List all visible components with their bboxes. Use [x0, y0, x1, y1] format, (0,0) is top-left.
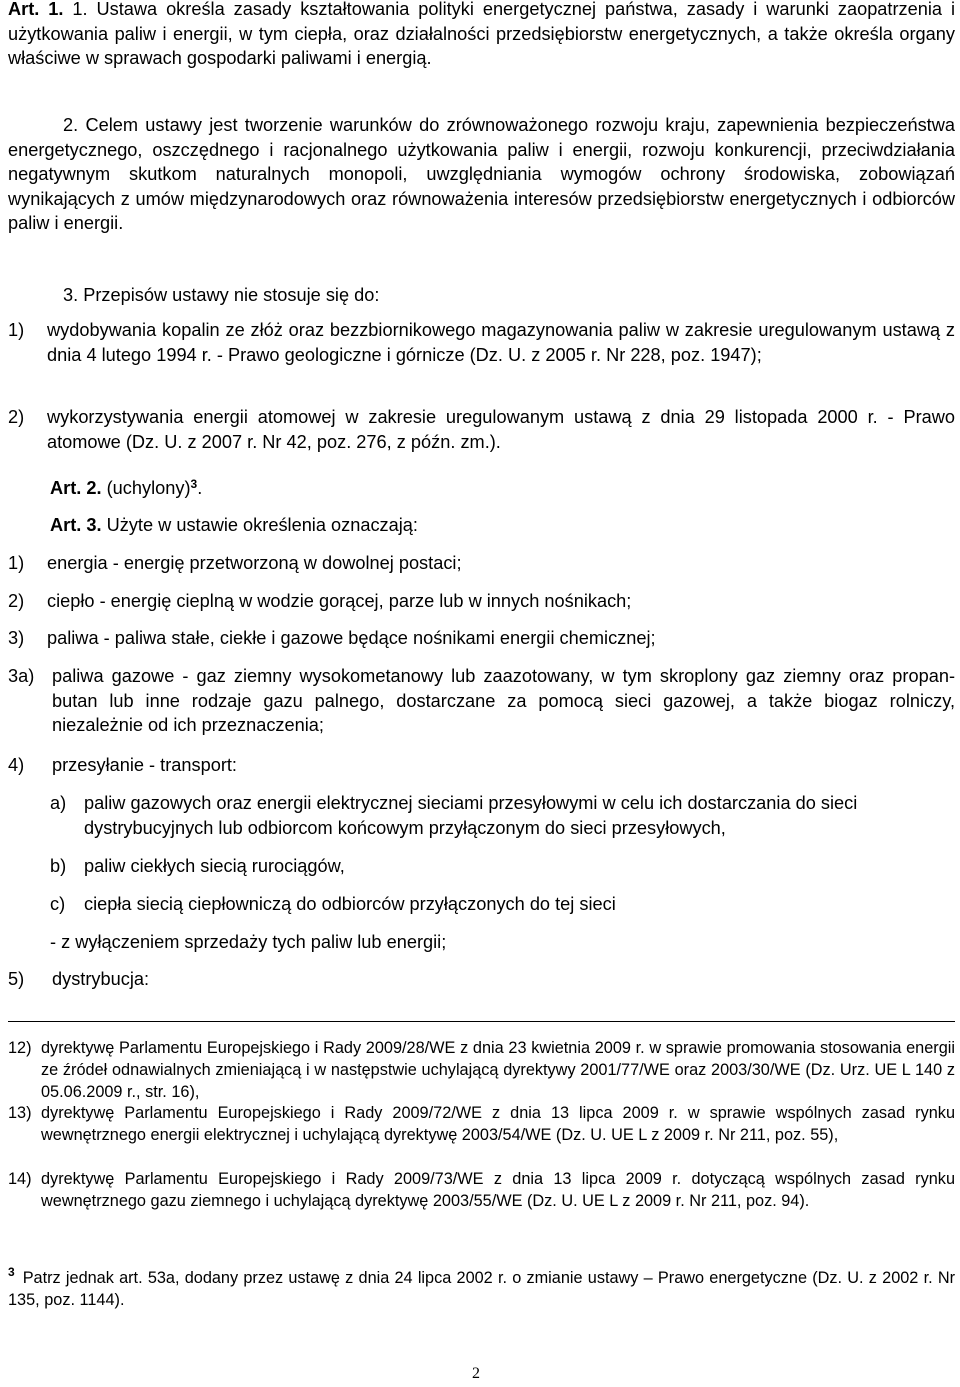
definition-number: 4): [8, 755, 25, 775]
subitem-letter: c): [50, 894, 66, 914]
footnote-ref-3[interactable]: 3: [190, 477, 198, 491]
transport-subitem: [50, 892, 955, 917]
footnote-3-text: Patrz jednak art. 53a, dodany przez ustawę z dnia 24 lipca 2002 r. o zmianie ustawy – Prawo energetyczne (Dz. U. z 2002 r. Nr 135, poz. 1144).: [8, 1269, 955, 1309]
footnote-number: 12): [8, 1039, 32, 1057]
footnote-text: dyrektywę Parlamentu Europejskiego i Rady 2009/73/WE z dnia 13 lipca 2009 r. dotyczącą wspólnych zasad rynku wewnętrznego gazu ziemnego i uchylającą dyrektywę 2003/55/WE (Dz. U. UE L z 2009 r. Nr 211, poz. 94).: [41, 1170, 955, 1210]
subitem-letter: a): [50, 793, 67, 813]
art1-label: Art. 1.: [8, 0, 64, 19]
art2-label: Art. 2.: [50, 478, 102, 498]
definition-number: 3): [8, 628, 25, 648]
footnote-divider: [8, 1021, 955, 1022]
exclusion-text: wykorzystywania energii atomowej w zakresie uregulowanym ustawą z dnia 29 listopada 2000 r. - Prawo atomowe (Dz. U. z 2007 r. Nr 42, poz. 276, z późn. zm.).: [47, 407, 955, 452]
footnote-3: [8, 1267, 955, 1311]
definition-text: ciepło - energię cieplną w wodzie gorącej, parze lub w innych nośnikach;: [47, 591, 632, 611]
subitem-text: paliw ciekłych siecią rurociągów,: [84, 856, 345, 876]
definition-text: paliwa gazowe - gaz ziemny wysokometanowy lub zaazotowany, w tym skroplony gaz ziemny oraz propan-butan lub inne rodzaje gazu palnego, dostarczane za pomocą sieci gazowej, a także biogaz rolniczy, niezależnie od ich przeznaczenia;: [52, 666, 955, 735]
footnote-text: dyrektywę Parlamentu Europejskiego i Rady 2009/72/WE z dnia 13 lipca 2009 r. w sprawie wspólnych zasad rynku wewnętrznego energii elektrycznej i uchylającą dyrektywę 2003/54/WE (Dz. U. UE L z 2009 r. Nr 211, poz. 55),: [41, 1104, 955, 1144]
definition-text: energia - energię przetworzoną w dowolnej postaci;: [47, 553, 462, 573]
art1-item1-text: Ustawa określa zasady kształtowania polityki energetycznej państwa, zasady i warunki zaopatrzenia i użytkowania paliw i energii, w tym ciepła, oraz działalności przedsiębiorstw energetycznych, a także określa organy właściwe w sprawach gospodarki paliwami i energią.: [8, 0, 955, 68]
exclusion-number: 2): [8, 407, 25, 427]
definition-number: 3a): [8, 666, 35, 686]
art1-paragraph-1: [8, 0, 955, 71]
art2-heading: [50, 476, 202, 501]
page-number: 2: [472, 1365, 480, 1382]
definition-text: paliwa - paliwa stałe, ciekłe i gazowe będące nośnikami energii chemicznej;: [47, 628, 656, 648]
art3-heading: [50, 513, 418, 538]
subitem-letter: b): [50, 856, 67, 876]
transport-subitem: [50, 854, 955, 879]
definition-item: [8, 664, 955, 738]
exclusion-number: 1): [8, 320, 25, 340]
definition-number: 5): [8, 969, 25, 989]
footnote-number: 14): [8, 1170, 32, 1188]
transport-subitem: [50, 791, 955, 840]
footnote-number: 13): [8, 1104, 32, 1122]
definition-number: 2): [8, 591, 25, 611]
transport-tail: - z wyłączeniem sprzedaży tych paliw lub energii;: [50, 932, 447, 952]
footnote-3-mark: 3: [8, 1265, 15, 1279]
art3-label: Art. 3.: [50, 515, 102, 535]
footnote-item: [8, 1169, 955, 1213]
footnote-text: dyrektywę Parlamentu Europejskiego i Rady 2009/28/WE z dnia 23 kwietnia 2009 r. w sprawie promowania stosowania energii ze źródeł odnawialnych zmieniającą i w następstwie uchylającą dyrektywy 2001/77/WE oraz 2003/30/WE (Dz. Urz. UE L 140 z 05.06.2009 r., str. 16),: [41, 1039, 955, 1101]
definition-text: przesyłanie - transport:: [52, 755, 237, 775]
art3-text: Użyte w ustawie określenia oznaczają:: [106, 515, 418, 535]
exclusion-item: [8, 318, 955, 367]
art1-paragraph-3: 3. Przepisów ustawy nie stosuje się do:: [63, 285, 380, 305]
definition-number: 1): [8, 553, 25, 573]
subitem-text: ciepła siecią ciepłowniczą do odbiorców przyłączonych do tej sieci: [84, 894, 616, 914]
exclusion-text: wydobywania kopalin ze złóż oraz bezzbiornikowego magazynowania paliw w zakresie uregulowanym ustawą z dnia 4 lutego 1994 r. - Prawo geologiczne i górnicze (Dz. U. z 2005 r. Nr 228, poz. 1947);: [47, 320, 955, 365]
art2-text: (uchylony): [106, 478, 191, 498]
footnote-item: [8, 1103, 955, 1147]
footnote-item: [8, 1038, 955, 1103]
exclusion-item: [8, 405, 955, 454]
subitem-text: paliw gazowych oraz energii elektrycznej sieciami przesyłowymi w celu ich dostarczania do sieci dystrybucyjnych lub odbiorcom końcowym przyłączonym do sieci przesyłowych,: [84, 793, 858, 838]
art2-period: .: [197, 478, 203, 498]
art1-paragraph-2: 2. Celem ustawy jest tworzenie warunków do zrównoważonego rozwoju kraju, zapewnienia bezpieczeństwa energetycznego, oszczędnego i racjonalnego użytkowania paliw i energii, rozwoju konkurencji, przeciwdziałania negatywnym skutkom naturalnych monopoli, uwzględniania wymogów ochrony środowiska, zobowiązań wynikających z umów międzynarodowych oraz równoważenia interesów przedsiębiorstw energetycznych i odbiorców paliw i energii.: [8, 115, 955, 233]
art1-item1-label: 1.: [72, 0, 88, 19]
definition-text: dystrybucja:: [52, 969, 150, 989]
